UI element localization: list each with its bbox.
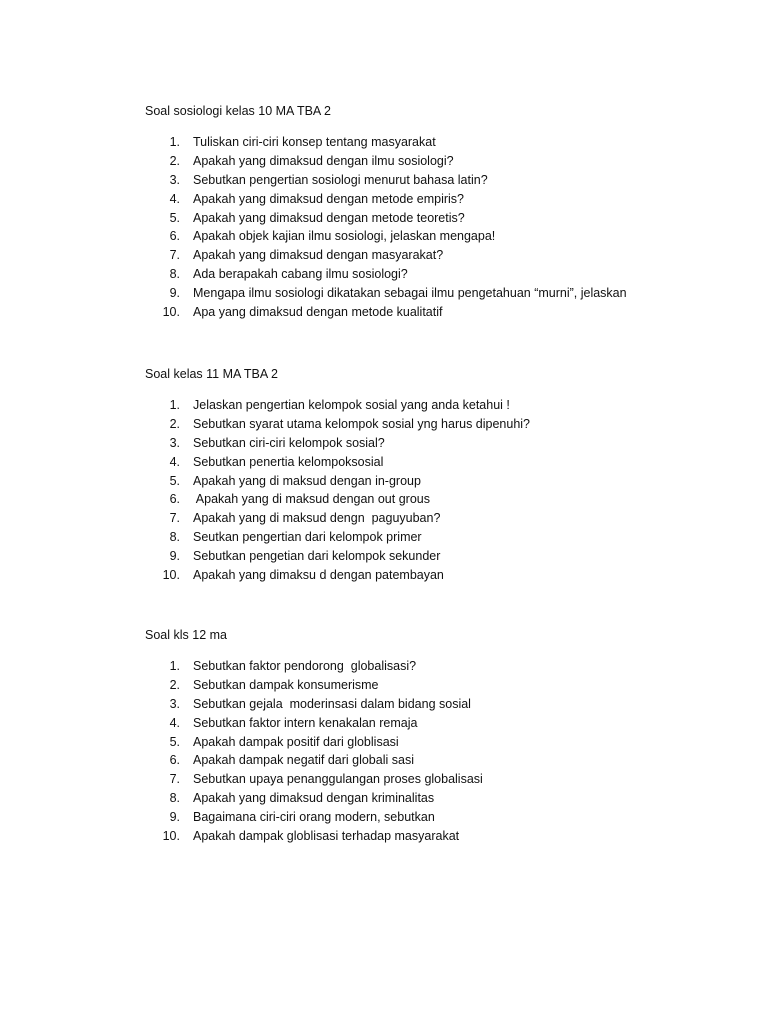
question-number: 1.	[169, 398, 180, 412]
question-number: 8.	[169, 791, 180, 806]
question-item	[145, 528, 705, 547]
question-item	[145, 490, 705, 509]
question-number: 1.	[169, 135, 180, 149]
question-item	[145, 190, 705, 209]
question-text: Ada berapakah cabang ilmu sosiologi?	[193, 267, 408, 282]
question-item	[145, 566, 705, 585]
question-number: 1.	[169, 659, 180, 673]
question-text: Apakah yang di maksud dengn paguyuban?	[193, 511, 441, 526]
question-number: 10.	[162, 305, 180, 320]
question-number: 4.	[169, 191, 180, 206]
question-item	[145, 303, 705, 322]
section-kelas-12	[145, 626, 705, 846]
question-text: Apakah objek kajian ilmu sosiologi, jelaskan mengapa!	[193, 229, 496, 244]
section-kelas-11	[145, 365, 705, 585]
question-number: 9.	[169, 286, 180, 301]
question-item	[145, 209, 705, 228]
question-item	[145, 547, 705, 566]
section-title: Soal kelas 11 MA TBA 2	[145, 367, 278, 381]
question-text: Apakah yang dimaksud dengan metode empiris?	[193, 191, 465, 206]
question-number: 10.	[162, 568, 180, 583]
question-number: 10.	[162, 829, 180, 844]
question-text: Bagaimana ciri-ciri orang modern, sebutkan	[193, 810, 435, 825]
question-text: Apa yang dimaksud dengan metode kualitatif	[193, 305, 443, 320]
question-item	[145, 396, 705, 415]
question-item	[145, 227, 705, 246]
question-item	[145, 714, 705, 733]
question-item	[145, 789, 705, 808]
question-number: 6.	[169, 229, 180, 244]
question-text: Apakah yang di maksud dengan in-group	[193, 473, 421, 488]
question-number: 8.	[169, 530, 180, 545]
question-text: Apakah yang dimaksud dengan kriminalitas	[193, 791, 435, 806]
question-number: 6.	[169, 753, 180, 768]
question-number: 7.	[169, 772, 180, 787]
section-kelas-10	[145, 102, 705, 322]
question-number: 7.	[169, 511, 180, 526]
question-item	[145, 657, 705, 676]
question-text: Apakah dampak negatif dari globali sasi	[193, 753, 414, 768]
question-number: 2.	[169, 153, 180, 168]
section-title: Soal kls 12 ma	[145, 628, 227, 642]
question-item	[145, 770, 705, 789]
question-text: Sebutkan pengertian sosiologi menurut bahasa latin?	[193, 172, 488, 187]
question-text: Sebutkan penertia kelompoksosial	[193, 454, 384, 469]
question-text: Sebutkan upaya penanggulangan proses globalisasi	[193, 772, 483, 787]
question-number: 9.	[169, 549, 180, 564]
question-text: Sebutkan faktor pendorong globalisasi?	[193, 659, 417, 673]
question-item	[145, 808, 705, 827]
question-text: Sebutkan gejala moderinsasi dalam bidang sosial	[193, 696, 471, 711]
question-number: 6.	[169, 492, 180, 507]
question-item	[145, 827, 705, 846]
question-number: 3.	[169, 435, 180, 450]
question-item	[145, 509, 705, 528]
question-item	[145, 453, 705, 472]
question-number: 4.	[169, 454, 180, 469]
question-text: Tuliskan ciri-ciri konsep tentang masyarakat	[193, 135, 436, 149]
question-item	[145, 676, 705, 695]
question-item	[145, 733, 705, 752]
question-number: 5.	[169, 210, 180, 225]
question-item	[145, 246, 705, 265]
question-number: 7.	[169, 248, 180, 263]
question-item	[145, 284, 705, 303]
question-text: Apakah dampak positif dari globlisasi	[193, 734, 399, 749]
question-list	[145, 657, 705, 846]
question-number: 5.	[169, 734, 180, 749]
question-text: Jelaskan pengertian kelompok sosial yang anda ketahui !	[193, 398, 510, 412]
question-number: 9.	[169, 810, 180, 825]
question-text: Apakah yang dimaksu d dengan patembayan	[193, 568, 444, 583]
question-list	[145, 396, 705, 585]
question-text: Sebutkan ciri-ciri kelompok sosial?	[193, 435, 385, 450]
question-item	[145, 751, 705, 770]
question-text: Mengapa ilmu sosiologi dikatakan sebagai ilmu pengetahuan “murni”, jelaskan	[193, 286, 627, 301]
question-item	[145, 434, 705, 453]
question-text: Sebutkan faktor intern kenakalan remaja	[193, 715, 418, 730]
question-text: Apakah yang di maksud dengan out grous	[193, 492, 430, 507]
question-text: Apakah yang dimaksud dengan masyarakat?	[193, 248, 444, 263]
question-item	[145, 415, 705, 434]
question-text: Sebutkan syarat utama kelompok sosial yng harus dipenuhi?	[193, 416, 531, 431]
question-text: Seutkan pengertian dari kelompok primer	[193, 530, 422, 545]
question-text: Sebutkan pengetian dari kelompok sekunder	[193, 549, 441, 564]
question-item	[145, 695, 705, 714]
question-item	[145, 472, 705, 491]
question-number: 8.	[169, 267, 180, 282]
question-number: 2.	[169, 416, 180, 431]
question-number: 3.	[169, 172, 180, 187]
question-text: Apakah dampak globlisasi terhadap masyarakat	[193, 829, 460, 844]
question-number: 3.	[169, 696, 180, 711]
question-item	[145, 171, 705, 190]
question-text: Apakah yang dimaksud dengan ilmu sosiologi?	[193, 153, 454, 168]
question-number: 2.	[169, 677, 180, 692]
question-number: 4.	[169, 715, 180, 730]
question-item	[145, 133, 705, 152]
question-text: Sebutkan dampak konsumerisme	[193, 677, 379, 692]
question-text: Apakah yang dimaksud dengan metode teoretis?	[193, 210, 465, 225]
question-item	[145, 265, 705, 284]
question-list	[145, 133, 705, 322]
section-title: Soal sosiologi kelas 10 MA TBA 2	[145, 104, 331, 118]
question-item	[145, 152, 705, 171]
question-number: 5.	[169, 473, 180, 488]
